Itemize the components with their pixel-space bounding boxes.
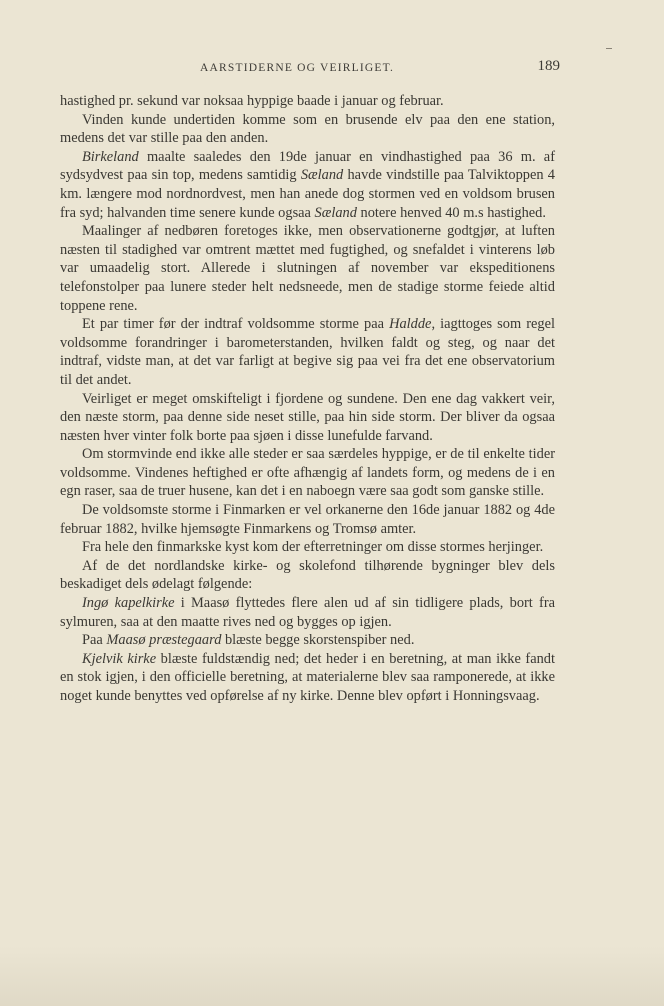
- name-saeland-2: Sæland: [314, 204, 357, 221]
- paragraph-12: [60, 631, 555, 650]
- paragraph-1: hastighed pr. sekund var noksaa hyppige baade i januar og februar.: [60, 93, 444, 109]
- paragraph-12-text-1: Paa: [82, 632, 107, 649]
- paragraph-3-text-1: maalte saaledes den 19de januar en vindhastighed paa 36 m. af sydsydvest paa sin top, medens samtidig: [60, 148, 555, 184]
- place-kjelvik-kirke: Kjelvik kirke: [82, 650, 157, 667]
- page-bottom-shade: [0, 946, 664, 1006]
- place-ingo-kapelkirke: Ingø kapelkirke: [82, 595, 175, 612]
- paragraph-5-text-1: Et par timer før der indtraf voldsomme storme paa: [82, 316, 390, 333]
- body-text: [60, 92, 555, 706]
- paragraph-2: Vinden kunde undertiden komme som en brusende elv paa den ene station, medens det var stille paa den anden.: [60, 111, 555, 147]
- paragraph-5: [60, 315, 555, 389]
- paragraph-9: Fra hele den finmarkske kyst kom der efterretninger om disse stormes herjinger.: [82, 539, 544, 556]
- paragraph-11-text: i Maasø flyttedes flere alen ud af sin tidligere plads, bort fra sylmuren, saa at den maatte rives ned og bygges op igjen.: [60, 595, 556, 630]
- paragraph-13-text: blæste fuldstændig ned; det heder i en beretning, at man ikke fandt en stok igjen, i den officielle beretning, at materialerne blev saa ramponerede, at ikke noget kunde benyttes ved opførelse af ny kirke. Denne blev opført i Honningsvaag.: [60, 650, 555, 704]
- paragraph-10: Af de det nordlandske kirke- og skolefond tilhørende bygninger blev dels beskadiget dels ødelagt følgende:: [60, 557, 555, 593]
- paragraph-4: Maalinger af nedbøren foretoges ikke, men observationerne godtgjør, at luften næsten til stadighed var omtrent mættet med fugtighed, og snefaldet i vinterens løb var umaadelig stort. Allerede i slutningen af november var ekspeditionens telefonstolper paa lunere steder helt nedsneede, men de stadige storme feiede altid toppene rene.: [60, 223, 555, 314]
- paragraph-7: Om stormvinde end ikke alle steder er saa særdeles hyppige, er de til enkelte tider voldsomme. Vindenes heftighed er ofte afhængig af landets form, og medens de i en egn raser, saa de truer husene, kan det i en naboegn være saa godt som ganske stille.: [60, 446, 555, 500]
- paragraph-3: [60, 148, 555, 222]
- paragraph-3-text-2: havde vindstille paa Talviktoppen 4 km. længere mod nordnordvest, men han anede dog stormen ved en voldsom brusen fra syd; halvanden time senere kunde ogsaa: [60, 167, 555, 221]
- name-saeland-1: Sæland: [300, 167, 344, 184]
- paragraph-8: De voldsomste storme i Finmarken er vel orkanerne den 16de januar 1882 og 4de februar 1882, hvilke hjemsøgte Finmarkens og Tromsø amter.: [60, 502, 555, 537]
- place-haldde: Haldde: [389, 316, 432, 333]
- paragraph-3-text-3: notere henved 40 m.s hastighed.: [356, 204, 546, 221]
- corner-mark: [606, 48, 612, 49]
- page-header: [60, 58, 560, 80]
- place-maaso-praestegaard: Maasø præstegaard: [106, 632, 222, 649]
- page-number: 189: [537, 58, 560, 74]
- paragraph-6: Veirliget er meget omskifteligt i fjordene og sundene. Den ene dag vakkert veir, den næste storm, paa denne side neset stille, paa hin side storm. Der bliver da ogsaa næsten hver vinter folk borte paa sjøen i disse lunefulde farvand.: [60, 390, 555, 444]
- name-birkeland: Birkeland: [82, 148, 139, 165]
- paragraph-13: [60, 650, 555, 706]
- paragraph-11: [60, 594, 555, 631]
- paragraph-12-text-2: blæste begge skorstenspiber ned.: [221, 632, 415, 649]
- running-title: AARSTIDERNE OG VEIRLIGET.: [200, 62, 395, 74]
- paragraph-5-text-2: , iagttoges som regel voldsomme forandringer i barometerstanden, hvilken faldt og steg, og naar det indtraf, vidste man, at det var farligt at begive sig paa vei fra det ene observatorium til det andet.: [60, 316, 555, 388]
